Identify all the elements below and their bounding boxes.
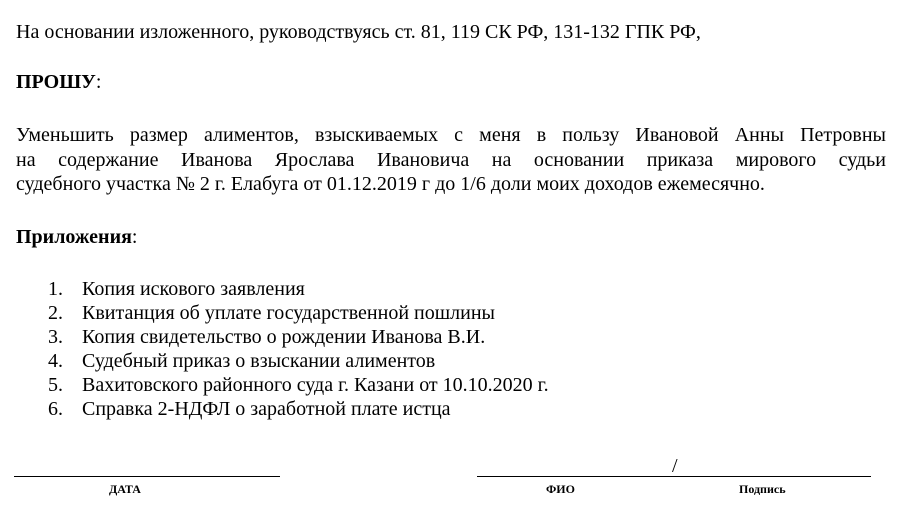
attachment-number: 2. [48, 302, 63, 324]
attachment-number: 4. [48, 350, 63, 372]
date-caption: ДАТА [109, 482, 141, 496]
attachment-text: Справка 2-НДФЛ о заработной плате истца [82, 398, 451, 420]
attachments-heading [16, 225, 137, 249]
request-heading-text: ПРОШУ [16, 71, 96, 93]
attachment-number: 5. [48, 374, 63, 396]
date-signature-line [14, 476, 280, 477]
fio-caption: ФИО [546, 482, 575, 496]
request-paragraph [16, 123, 886, 197]
attachments-heading-colon: : [131, 226, 138, 248]
attachment-number: 1. [48, 278, 63, 300]
attachment-number: 6. [48, 398, 63, 420]
attachments-heading-text: Приложения [16, 226, 132, 248]
attachment-text: Квитанция об уплате государственной пошлины [82, 302, 495, 324]
attachment-text: Судебный приказ о взыскании алиментов [82, 350, 436, 372]
request-heading [16, 70, 101, 94]
request-heading-colon: : [95, 71, 102, 93]
request-line: на содержание Иванова Ярослава Ивановича на основании приказа мирового судьи [16, 148, 886, 171]
signature-separator: / [672, 455, 678, 477]
request-line: судебного участка № 2 г. Елабуга от 01.12.2019 г до 1/6 доли моих доходов ежемесячно. [16, 173, 765, 195]
request-line: Уменьшить размер алиментов, взыскиваемых с меня в пользу Ивановой Анны Петровны [16, 124, 886, 146]
attachment-number: 3. [48, 326, 63, 348]
signature-caption: Подпись [739, 482, 786, 496]
intro-paragraph: На основании изложенного, руководствуясь ст. 81, 119 СК РФ, 131-132 ГПК РФ, [16, 21, 701, 43]
attachment-text: Копия искового заявления [82, 278, 305, 300]
attachment-text: Вахитовского районного суда г. Казани от 10.10.2020 г. [82, 374, 549, 396]
attachment-text: Копия свидетельство о рождении Иванова В.И. [82, 326, 486, 348]
